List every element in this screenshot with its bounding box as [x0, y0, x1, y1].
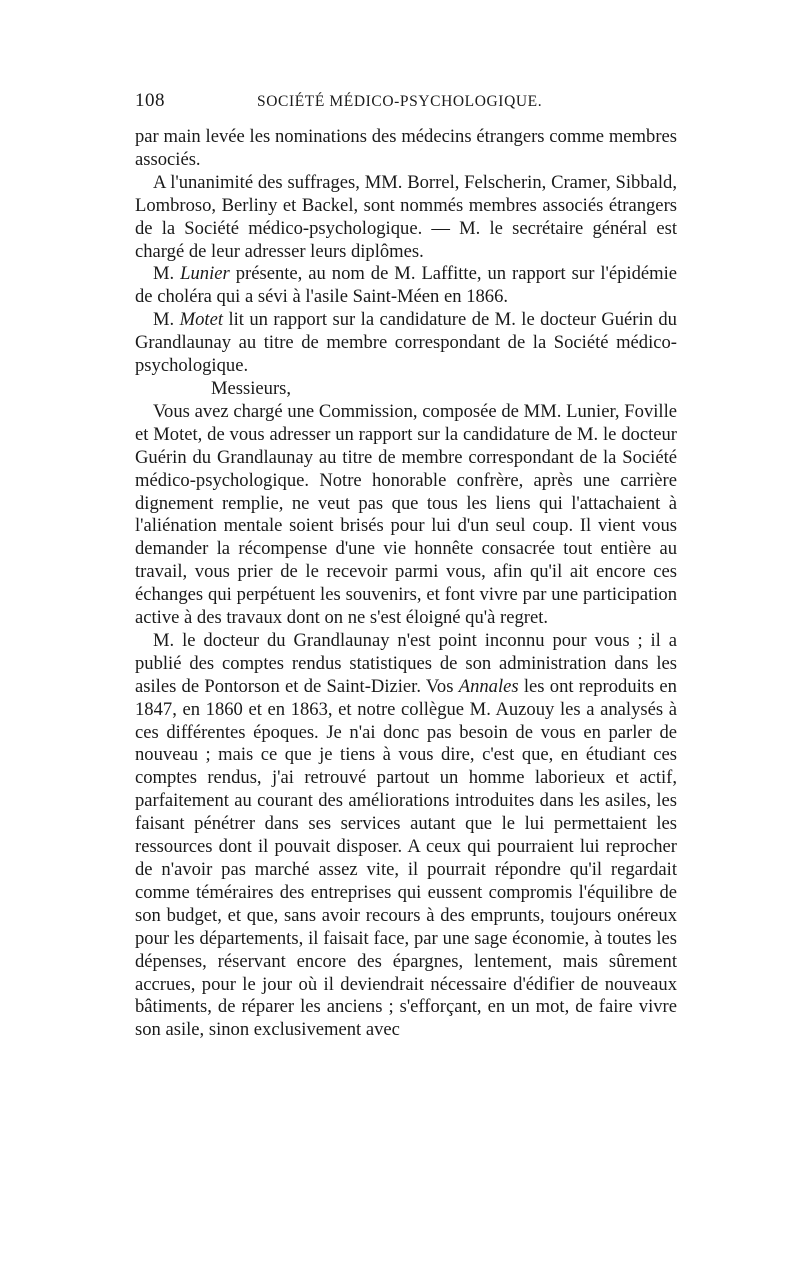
paragraph-lunier [135, 263, 677, 309]
paragraph-lunier-prefix: M. [153, 263, 175, 285]
paragraph-lunier-text: présente, au nom de M. Laffitte, un rapport sur l'épidémie de choléra qui a sévi à l'asile Saint-Méen en 1866. [135, 263, 678, 308]
paragraph-commission: Vous avez chargé une Commission, composée de MM. Lunier, Foville et Motet, de vous adresser un rapport sur la candidature de M. le docteur Guérin du Grandlaunay au titre de membre correspondant de la Société médico-psychologique. Notre honorable confrère, après une carrière dignement remplie, ne veut pas que tous les liens qui l'attachaient à l'aliénation mentale soient brisés pour lui d'un seul coup. Il vient vous demander la récompense d'une vie honnête consacrée tout entière au travail, vous prier de le recevoir parmi vous, afin qu'il ait encore ces échanges qui perpétuent les souvenirs, et font vivre par une participation active à des travaux dont on ne s'est éloigné qu'à regret. [135, 400, 677, 629]
salutation: Messieurs, [211, 377, 292, 399]
speaker-name-lunier: Lunier [180, 263, 230, 285]
paragraph-grandlaunay [135, 630, 677, 1042]
running-title: SOCIÉTÉ MÉDICO-PSYCHOLOGIQUE. [257, 93, 543, 110]
paragraph-nominations: par main levée les nominations des médecins étrangers comme membres associés. [135, 126, 677, 170]
page-number: 108 [135, 90, 165, 111]
speaker-name-motet: Motet [179, 309, 223, 331]
paragraph-motet-text: lit un rapport sur la candidature de M. le docteur Guérin du Grandlaunay au titre de membre correspondant de la Société médico-psychologique. [135, 309, 677, 377]
page-body [135, 126, 677, 1042]
paragraph-motet-prefix: M. [153, 309, 175, 331]
paragraph-election: A l'unanimité des suffrages, MM. Borrel, Felscherin, Cramer, Sibbald, Lombroso, Berliny et Backel, sont nommés membres associés étrangers de la Société médico-psychologique. — M. le secrétaire général est chargé de leur adresser leurs diplômes. [135, 171, 677, 262]
paragraph-grandlaunay-start: M. le docteur du Grandlaunay n'est point inconnu pour vous ; il a publié des comptes rendus statistiques de son administration dans les asiles de Pontorson et de Saint-Dizier. Vos [135, 629, 677, 697]
paragraph-grandlaunay-end: les ont reproduits en 1847, en 1860 et en 1863, et notre collègue M. Auzouy les a analysés à ces différentes époques. Je n'ai donc pas besoin de vous en parler de nouveau ; mais ce que je tiens à vous dire, c'est que, en étudiant ces comptes rendus, j'ai retrouvé partout un homme laborieux et actif, parfaitement au courant des améliorations introduites dans les asiles, les faisant pénétrer dans ses services autant que le lui permettaient les ressources dont il pouvait disposer. A ceux qui pourraient lui reprocher de n'avoir pas marché assez vite, il pourrait répondre qu'il regardait comme téméraires des entreprises qui eussent compromis l'équilibre de son budget, et que, sans avoir recours à des emprunts, toujours onéreux pour les départements, il faisait face, par une sage économie, à toutes les dépenses, réservant encore des épargnes, lentement, mais sûrement accrues, pour le jour où il deviendrait nécessaire d'édifier de nouveaux bâtiments, de réparer les anciens ; s'efforçant, en un mot, de faire vivre son asile, sinon exclusivement avec [135, 675, 677, 1041]
page-header [135, 90, 675, 116]
annales-title: Annales [458, 675, 519, 697]
paragraph-motet [135, 309, 677, 378]
